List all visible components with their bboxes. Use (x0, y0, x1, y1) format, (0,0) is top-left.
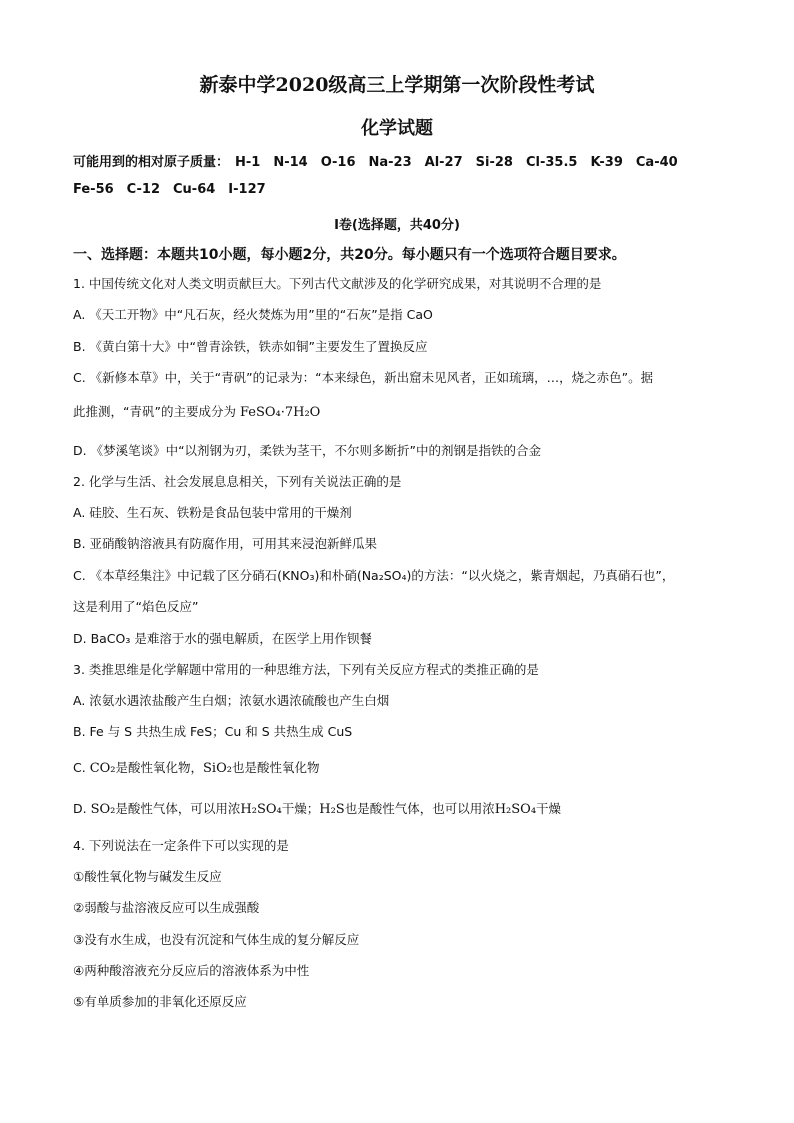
question-3-option-c-text: 也是酸性氧化物 (231, 760, 320, 775)
question-2-option-c-continued: 这是利用了“焰色反应” (73, 599, 199, 614)
formula-sulfur-dioxide: SO₂ (90, 802, 116, 817)
question-3-option-a: A. 浓氨水遇浓盐酸产生白烟；浓氨水遇浓硫酸也产生白烟 (73, 693, 390, 708)
atomic-mass-line-1 (73, 151, 691, 170)
question-1-option-c: C. 《新修本草》中，关于“青矾”的记录为：“本来绿色，新出窟未见风者，正如琉璃，…，烧之赤色”。据 (73, 370, 654, 385)
atomic-mass-item: H-1 (235, 155, 261, 170)
question-2-stem: 2. 化学与生活、社会发展息息相关，下列有关说法正确的是 (73, 474, 402, 489)
atomic-mass-item: Na-23 (368, 155, 412, 170)
question-3-option-d (73, 801, 561, 818)
atomic-mass-item: K-39 (590, 155, 623, 170)
atomic-mass-item: Fe-56 (73, 182, 114, 197)
atomic-mass-item: O-16 (320, 155, 356, 170)
question-1-option-c-continued (73, 404, 320, 421)
option-letter: D. (73, 801, 87, 816)
question-3-option-b: B. Fe 与 S 共热生成 FeS；Cu 和 S 共热生成 CuS (73, 724, 353, 739)
atomic-mass-item: C-12 (126, 182, 160, 197)
atomic-mass-item: Ca-40 (635, 155, 678, 170)
question-1-option-d: D. 《梦溪笔谈》中“以剂钢为刃，柔铁为茎干，不尔则多断折”中的剂钢是指铁的合金 (73, 443, 542, 458)
question-4-statement: ①酸性氧化物与碱发生反应 (73, 869, 222, 884)
atomic-mass-line-2 (73, 182, 279, 197)
question-3-option-d-text: 是酸性气体，可以用浓 (115, 801, 241, 816)
question-4-statement: ③没有水生成，也没有沉淀和气体生成的复分解反应 (73, 932, 360, 947)
atomic-mass-item: Si-28 (475, 155, 513, 170)
exam-subtitle: 化学试题 (361, 118, 433, 139)
formula-silicon-dioxide: SiO₂ (203, 761, 232, 776)
question-2-option-b: B. 亚硝酸钠溶液具有防腐作用，可用其来浸泡新鲜瓜果 (73, 536, 378, 551)
question-3-option-d-text: 干燥； (281, 801, 320, 816)
atomic-mass-item: Cu-64 (173, 182, 216, 197)
question-1-stem: 1. 中国传统文化对人类文明贡献巨大。下列古代文献涉及的化学研究成果，对其说明不合理的是 (73, 276, 602, 291)
question-4-statement: ②弱酸与盐溶液反应可以生成强酸 (73, 900, 260, 915)
formula-hydrogen-sulfide: H₂S (319, 802, 345, 817)
question-4-statement: ⑤有单质参加的非氧化还原反应 (73, 994, 247, 1009)
formula-sulfuric-acid: H₂SO₄ (240, 802, 282, 817)
question-2-option-d: D. BaCO₃ 是难溶于水的强电解质，在医学上用作钡餐 (73, 631, 372, 646)
formula-sulfuric-acid: H₂SO₄ (494, 802, 537, 817)
question-1-option-b: B. 《黄白第十大》中“曾青涂铁，铁赤如铜”主要发生了置换反应 (73, 339, 428, 354)
question-3-stem: 3. 类推思维是化学解题中常用的一种思维方法，下列有关反应方程式的类推正确的是 (73, 662, 539, 677)
exam-title: 新泰中学2020级高三上学期第一次阶段性考试 (199, 74, 595, 96)
atomic-mass-label: 可能用到的相对原子质量： (73, 155, 230, 170)
section-title: I卷(选择题，共40分) (334, 218, 460, 233)
question-3-option-d-text: 干燥 (536, 801, 562, 816)
question-4-stem: 4. 下列说法在一定条件下可以实现的是 (73, 838, 289, 853)
question-4-statement: ④两种酸溶液充分反应后的溶液体系为中性 (73, 963, 310, 978)
option-letter: C. (73, 760, 86, 775)
question-3-option-c (73, 760, 319, 777)
section-heading: 一、选择题：本题共10小题，每小题2分，共20分。每小题只有一个选项符合题目要求。 (73, 247, 626, 263)
question-3-option-d-text: 也是酸性气体，也可以用浓 (344, 801, 495, 816)
formula-ferrous-sulfate-heptahydrate: FeSO₄·7H₂O (239, 405, 321, 420)
question-1-option-a: A. 《天工开物》中“凡石灰，经火焚炼为用”里的“石灰”是指 CaO (73, 307, 433, 322)
question-2-option-c: C. 《本草经集注》中记载了区分硝石(KNO₃)和朴硝(Na₂SO₄)的方法：“以火烧之，紫青烟起，乃真硝石也”， (73, 568, 675, 583)
question-2-option-a: A. 硅胶、生石灰、铁粉是食品包装中常用的干燥剂 (73, 505, 352, 520)
atomic-mass-item: Al-27 (424, 155, 463, 170)
formula-carbon-dioxide: CO₂ (89, 761, 116, 776)
atomic-mass-item: Cl-35.5 (525, 155, 578, 170)
atomic-mass-item: N-14 (273, 155, 308, 170)
question-1-option-c-text: 此推测，“青矾”的主要成分为 (73, 404, 236, 419)
atomic-mass-item: I-127 (228, 182, 266, 197)
question-3-option-c-text: 是酸性氧化物， (115, 760, 204, 775)
